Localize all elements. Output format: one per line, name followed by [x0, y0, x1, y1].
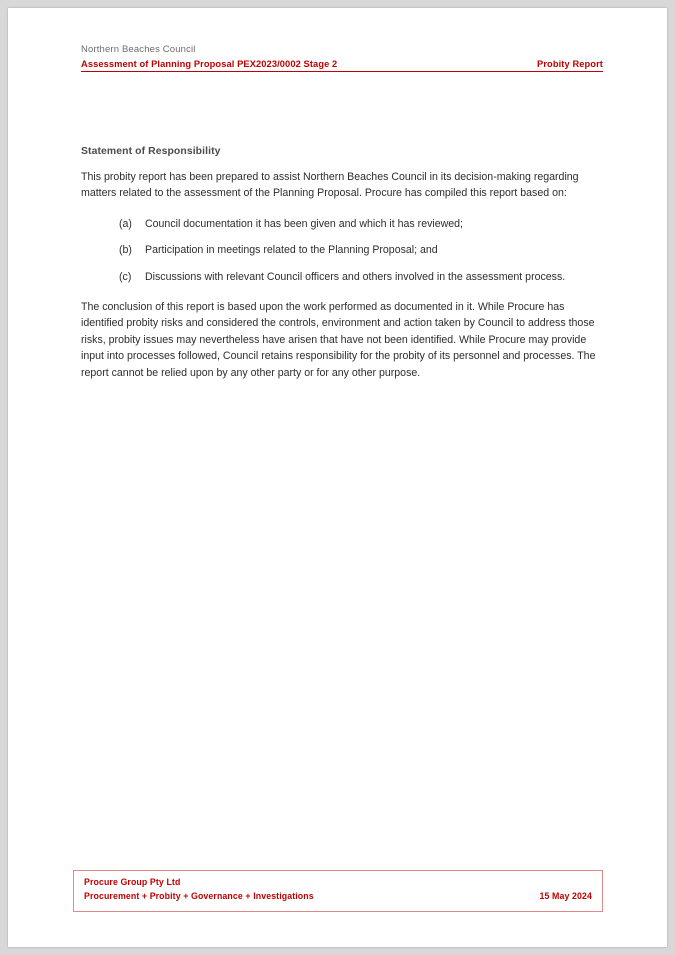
header-document-title: Assessment of Planning Proposal PEX2023/0002 Stage 2	[81, 59, 338, 69]
footer-company: Procure Group Pty Ltd	[84, 877, 181, 887]
footer-tagline: Procurement + Probity + Governance + Investigations	[84, 891, 314, 901]
list-item-text: Council documentation it has been given and which it has reviewed;	[145, 217, 464, 230]
document-page	[8, 8, 667, 947]
list-item	[81, 269, 603, 285]
list-item-text: Participation in meetings related to the Planning Proposal; and	[145, 244, 438, 257]
list-item	[81, 216, 603, 232]
header-title-row	[81, 59, 603, 72]
list-item-marker: (a)	[119, 217, 132, 230]
document-body	[81, 146, 603, 395]
list-item-marker: (b)	[119, 244, 132, 257]
header-organisation: Northern Beaches Council	[81, 44, 196, 55]
conclusion-paragraph: The conclusion of this report is based upon the work performed as documented in it. While Procure has identified probity risks and considered the controls, environment and action taken by Council to address those risks, probity issues may nevertheless have arisen that have not been identified. While Procure may provide input into processes followed, Council retains responsibility for the probity of its personnel and processes. The report cannot be relied upon by any other party or for any other purpose.	[81, 301, 596, 379]
section-title: Statement of Responsibility	[81, 146, 221, 157]
page-header	[81, 44, 603, 72]
list-item-marker: (c)	[119, 270, 132, 283]
page-footer	[73, 870, 603, 912]
list-item	[81, 242, 603, 258]
list-item-text: Discussions with relevant Council officers and others involved in the assessment process.	[145, 270, 566, 283]
intro-paragraph: This probity report has been prepared to assist Northern Beaches Council in its decision-making regarding matters related to the assessment of the Planning Proposal. Procure has compiled this report based on:	[81, 171, 579, 200]
header-report-type: Probity Report	[537, 59, 603, 69]
footer-detail-row	[84, 891, 592, 901]
responsibility-list	[81, 216, 603, 285]
footer-date: 15 May 2024	[539, 891, 592, 901]
